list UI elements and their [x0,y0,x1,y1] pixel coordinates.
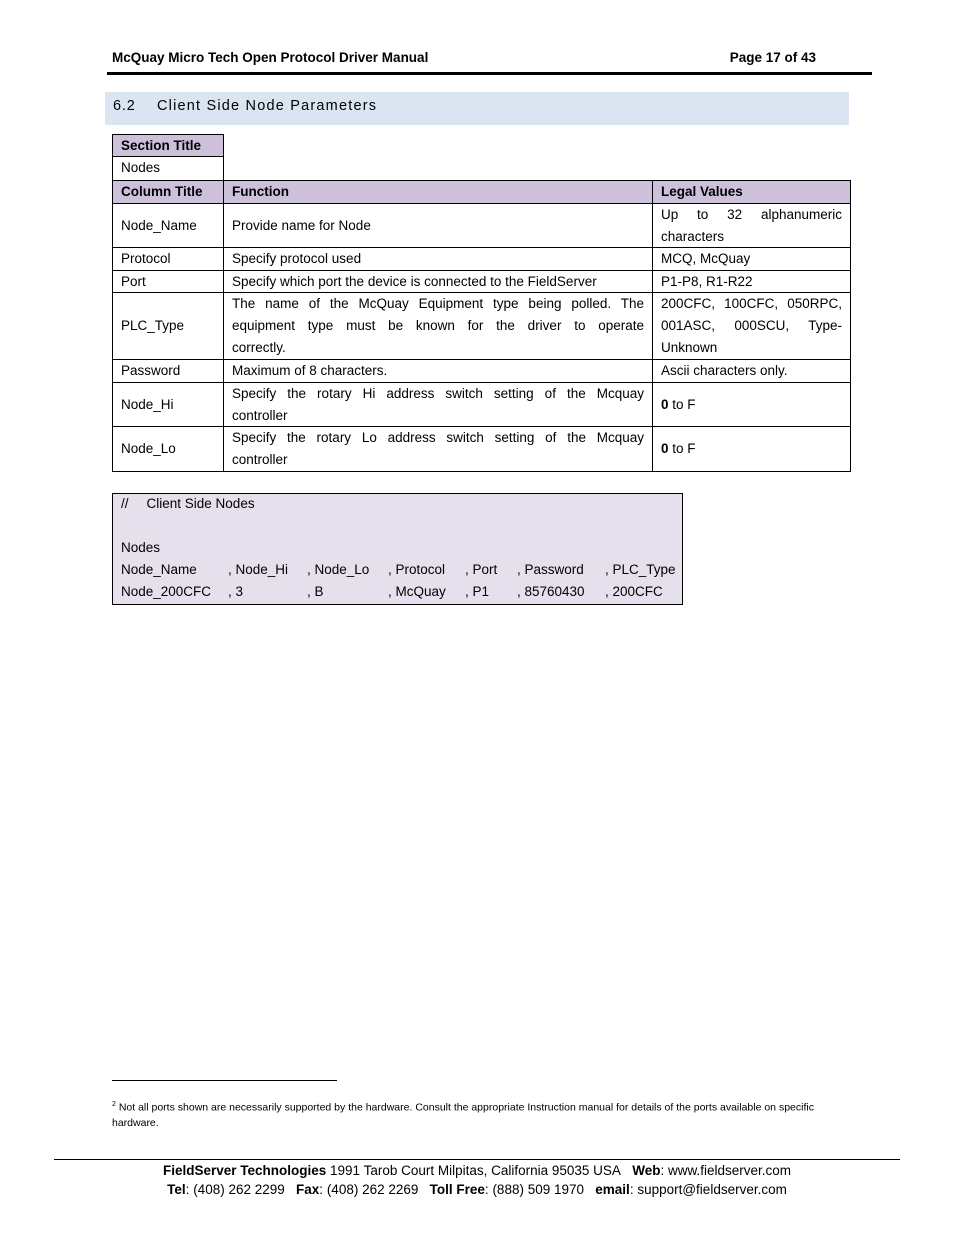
footnote-divider [112,1080,337,1081]
table-row-port-legal: P1-P8, R1-R22 [652,270,851,293]
column-header-function: Function [223,180,653,204]
table-row-port-column: Port [112,270,224,293]
footer-web-link[interactable]: www.fieldserver.com [668,1163,792,1178]
table-row-password-legal: Ascii characters only. [652,359,851,383]
footnote-text: Not all ports shown are necessarily supported by the hardware. Consult the appropriate Instruction manual for details of the ports available on specific hardware. [112,1101,814,1129]
table-row-port-function: Specify which port the device is connected to the FieldServer [223,270,653,293]
table-row-node-name-function: Provide name for Node [223,203,653,248]
table-row-node-name-legal: Up to 32 alphanumeric characters [652,203,851,248]
section-heading [105,92,849,125]
section-title: Client Side Node Parameters [157,98,378,114]
column-header-legal-values: Legal Values [652,180,851,204]
footer-fax-label: Fax [296,1182,320,1197]
footer-tel-label: Tel [167,1182,186,1197]
footnote [112,1097,842,1131]
footer-company: FieldServer Technologies [162,1163,327,1178]
footer-address: 1991 Tarob Court Milpitas, California 95035 USA [330,1163,621,1178]
page-number: Page 17 of 43 [729,50,816,65]
page-header [112,50,816,70]
table-row-protocol-function: Specify protocol used [223,247,653,271]
table-row-node-name-column: Node_Name [112,203,224,248]
footer-fax: (408) 262 2269 [326,1182,419,1197]
table-row-node-lo-legal: 0 to F [652,426,851,472]
section-number: 6.2 [113,98,136,114]
footer-web-label: Web [632,1163,661,1178]
example-section: Nodes [121,540,161,555]
footer-divider [54,1159,900,1160]
example-comment: // Client Side Nodes [121,496,255,511]
section-title-header: Section Title [112,134,224,157]
column-header-column-title: Column Title [112,180,224,204]
section-title-value: Nodes [112,156,224,181]
table-row-protocol-column: Protocol [112,247,224,271]
table-row-plc-type-legal: 200CFC, 100CFC, 050RPC, 001ASC, 000SCU, Type- Unknown [652,292,851,360]
header-divider [107,72,872,75]
footer-email-label: email [595,1182,630,1197]
table-row-node-lo-function: Specify the rotary Lo address switch setting of the Mcquay controller [223,426,653,472]
table-row-node-hi-column: Node_Hi [112,382,224,427]
table-row-password-column: Password [112,359,224,383]
table-row-plc-type-function: The name of the McQuay Equipment type being polled. The equipment type must be known for the driver to operate correctly. [223,292,653,360]
table-row-password-function: Maximum of 8 characters. [223,359,653,383]
table-row-node-hi-legal: 0 to F [652,382,851,427]
table-row-node-lo-column: Node_Lo [112,426,224,472]
document-title: McQuay Micro Tech Open Protocol Driver Manual [112,50,429,65]
footer-line-1: FieldServer Technologies 1991 Tarob Court Milpitas, California 95035 USA Web: www.fieldserver.com [162,1163,792,1178]
footer-email-link[interactable]: support@fieldserver.com [637,1182,787,1197]
example-config-box: // Client Side Nodes Nodes Node_Name , Node_Hi , Node_Lo , Protocol , Port , Password , PLC_Type Node_200CFC , 3 , B , McQuay , P1 , 85760430 , 200CFC [112,493,683,605]
footer-line-2: Tel: (408) 262 2299 Fax: (408) 262 2269 Toll Free: (888) 509 1970 email: support@fieldserver.com [167,1182,787,1197]
table-row-protocol-legal: MCQ, McQuay [652,247,851,271]
footer-tollfree-label: Toll Free [429,1182,485,1197]
table-row-plc-type-column: PLC_Type [112,292,224,360]
footer-tollfree: (888) 509 1970 [492,1182,585,1197]
table-row-node-hi-function: Specify the rotary Hi address switch setting of the Mcquay controller [223,382,653,427]
footer-tel: (408) 262 2299 [193,1182,285,1197]
footnote-marker: 2 [112,1101,116,1108]
